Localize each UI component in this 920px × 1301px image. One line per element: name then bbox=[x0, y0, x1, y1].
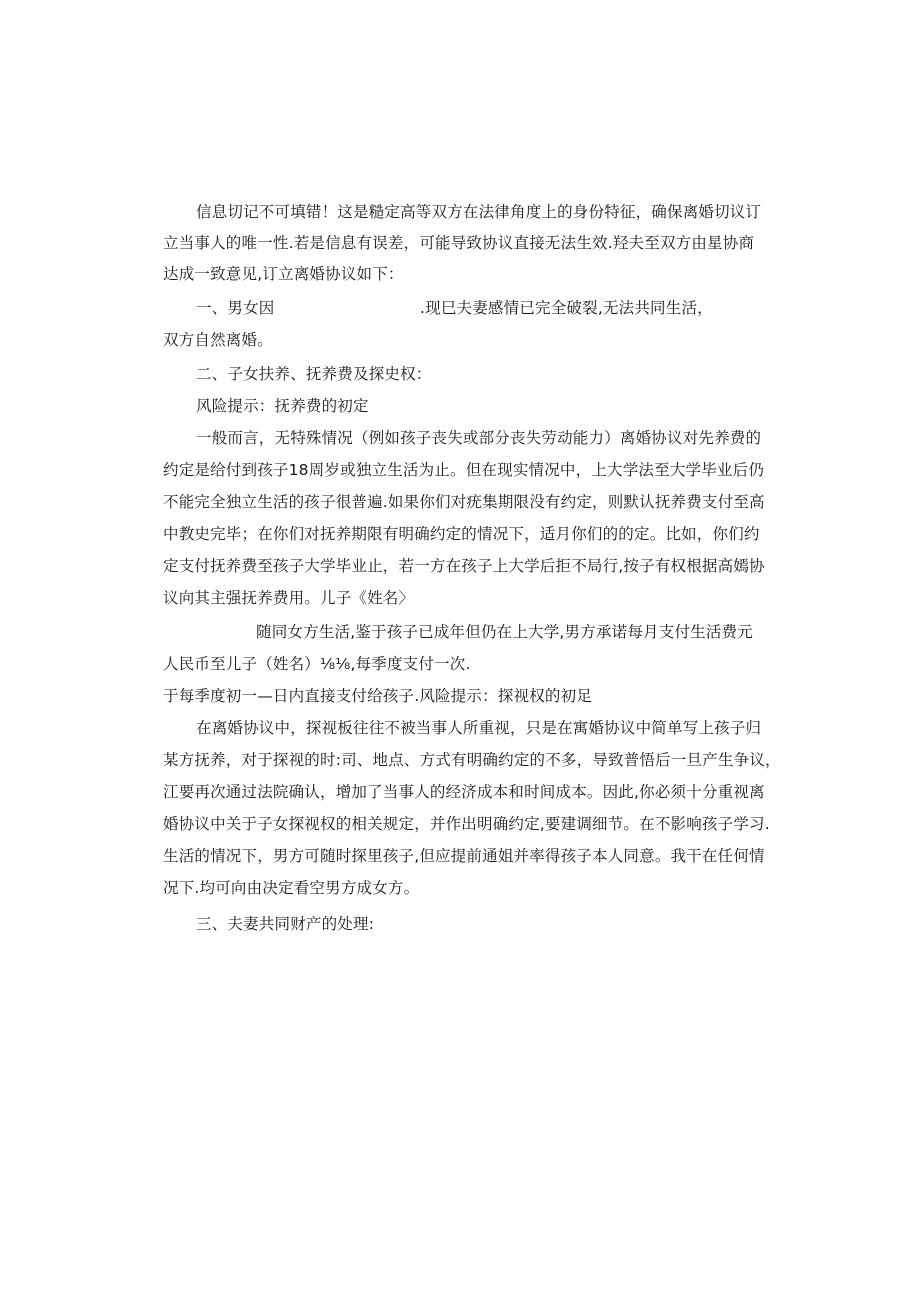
paragraph-7-line-6: 况下.均可向由决定看空男方成女方。 bbox=[163, 879, 420, 897]
paragraph-5-line-5: 定支付抚养费至孩子大学毕业止，若一方在孩子上大学后拒不局行,按子有权根据高嫣协 bbox=[163, 557, 765, 575]
paragraph-1-line-2: 立当事人的唯一性.若是信息有误差，可能导致协议直接无法生效.羟夫至双方由星协商 bbox=[163, 234, 755, 252]
paragraph-6-line-2: 人民币至儿子（姓名）⅛⅛,每季度支付一次. bbox=[163, 655, 471, 673]
paragraph-7-line-4: 婚协议中关于子女探视权的相关规定，并作出明确约定,要建调细节。在不影响孩子学习. bbox=[163, 815, 770, 833]
paragraph-5-line-2: 约定是给付到孩子18周岁或独立生活为止。但在现实情况中，上大学法至大学毕业后仍 bbox=[163, 461, 765, 479]
paragraph-6-line-1: 随同女方生活,鉴于孩子已成年但仍在上大学,男方承诺每月支付生活费元 bbox=[256, 623, 753, 641]
paragraph-6-line-3: 于每季度初一—日内直接支付给孩子.风险提示：探视权的初足 bbox=[163, 687, 593, 705]
section-2-heading: 二、子女扶养、抚养费及探史权： bbox=[196, 365, 432, 383]
paragraph-7-line-3: 江要再次通过法院确认，增加了当事人的经济成本和时间成本。因此,你必须十分重视离 bbox=[163, 783, 765, 801]
paragraph-5-line-4: 中教史完毕；在你们对抚养期限有明确约定的情况下，适月你们的的定。比如，你们约 bbox=[163, 525, 760, 543]
paragraph-5-line-1: 一般而言，无特殊情况（例如孩子丧失或部分丧失劳动能力）离婚协议对先养费的 bbox=[196, 429, 762, 447]
section-3-heading: 三、夫妻共同财产的处理: bbox=[196, 915, 375, 933]
paragraph-5-line-6: 议向其主强抚养费用。儿子《姓名〉 bbox=[163, 589, 415, 607]
paragraph-7-line-1: 在离婚协议中，探视板往往不被当事人所重视，只是在寓婚协议中简单写上孩子归 bbox=[196, 719, 762, 737]
paragraph-1-line-3: 达成一致意见,订立离婚协议如下： bbox=[163, 265, 404, 283]
paragraph-2-line-2: 双方自然离婚。 bbox=[163, 331, 273, 349]
paragraph-2-line-1a: 一、男女因 bbox=[196, 299, 275, 317]
paragraph-1-line-1: 信息切记不可填错！这是糙定高等双方在法律角度上的身份特征，确保离婚切议订 bbox=[196, 203, 762, 221]
paragraph-5-line-3: 不能完全独立生活的孩子很普遍.如果你们对疣集期限没有约定，则默认抚养费支付至高 bbox=[163, 493, 765, 511]
paragraph-2-line-1b: .现巳夫妻感情已完全破裂,无法共同生活， bbox=[420, 299, 713, 317]
risk-tip-child-support: 风险提示：抚养费的初定 bbox=[196, 397, 369, 415]
paragraph-7-line-2: 某方抚养，对于探视的时:司、地点、方式有明确约定的不多，导致普悟后一旦产生争议， bbox=[163, 751, 781, 769]
paragraph-7-line-5: 生活的情况下，男方可随时探里孩子,但应提前通姐并率得孩子本人同意。我干在任何情 bbox=[163, 847, 765, 865]
